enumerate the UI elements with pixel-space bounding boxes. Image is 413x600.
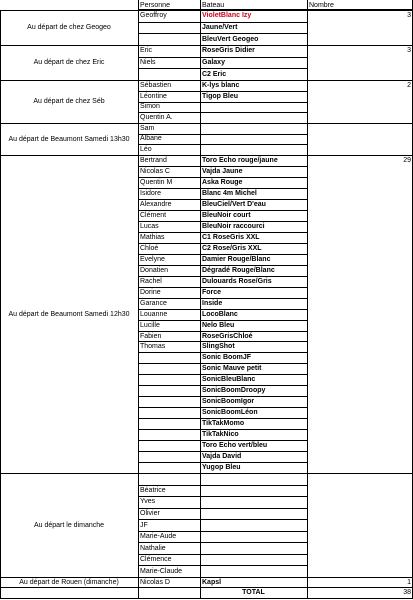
boat-cell: Dulouards Rose/Gris (202, 277, 272, 285)
person-cell: Clémence (140, 556, 172, 564)
group-top-border (0, 123, 413, 124)
person-cell: Geoffroy (140, 12, 167, 20)
person-cell: Nicolas D (140, 578, 170, 586)
person-cell: Sam (140, 124, 155, 132)
boat-cell: Force (202, 288, 222, 296)
person-cell: Simon (140, 103, 160, 111)
person-cell: Nathalie (140, 544, 166, 552)
header-boat: Bateau (202, 1, 225, 9)
boat-cell: BleuCiel/Vert D'eau (202, 200, 266, 208)
person-cell: Eric (140, 47, 153, 55)
boat-cell: TikTakNico (202, 431, 239, 439)
boat-cell: Inside (202, 299, 223, 307)
total-label: TOTAL (242, 589, 265, 596)
boat-cell: Tigop Bleu (202, 92, 239, 100)
boat-cell: SonicBoomDroopy (202, 387, 266, 395)
person-cell: Fabien (140, 332, 162, 340)
group-label: Au départ de chez Eric (33, 59, 105, 66)
person-cell: Yves (140, 498, 156, 506)
group-label: Au départ de Rouen (dimanche) (19, 578, 119, 586)
person-cell: Chloé (140, 244, 159, 252)
person-cell: Evelyne (140, 255, 165, 263)
person-cell: Albane (140, 135, 162, 143)
boat-cell: Yugop Bleu (202, 464, 241, 472)
group-label: Au départ le dimanche (33, 521, 105, 529)
person-cell: Bertrand (140, 156, 167, 164)
boat-cell: RoseGrisChloé (202, 332, 253, 340)
person-cell: Sébastien (140, 81, 172, 89)
person-cell: Dorine (140, 288, 161, 296)
boat-cell: C2 Eric (202, 70, 227, 78)
person-cell: JF (140, 521, 148, 529)
col-border-person (138, 0, 139, 598)
boat-cell: SonicBleuBlanc (202, 376, 256, 384)
person-cell: Olivier (140, 509, 160, 517)
person-cell: Quentin M (140, 178, 173, 186)
boat-cell: C2 Rose/Gris XXL (202, 244, 262, 252)
group-count: 3 (407, 47, 411, 55)
boat-cell: Dégradé Rouge/Blanc (202, 266, 275, 274)
boat-cell: TikTakMomo (202, 420, 245, 428)
boat-cell: C1 RoseGris XXL (202, 233, 260, 241)
person-cell: Marie-Aude (140, 533, 177, 541)
person-cell: Quentin A. (140, 114, 173, 122)
col-border-boat (200, 0, 201, 598)
boat-cell: SlingShot (202, 343, 235, 351)
person-cell: Léo (140, 146, 152, 154)
boat-cell: LocoBlanc (202, 310, 238, 318)
person-cell: Lucille (140, 321, 160, 329)
boat-cell: Sonic Mauve petit (202, 365, 262, 373)
total-bottom-border (0, 598, 413, 599)
person-cell: Isidore (140, 189, 162, 197)
col-border-left (0, 10, 1, 598)
boat-cell: Toro Echo rouge/jaune (202, 156, 278, 164)
total-value: 38 (403, 589, 411, 596)
boat-cell: Vajda Jaune (202, 167, 243, 175)
group-label: Au départ de Beaumont Samedi 13h30 (8, 135, 130, 143)
boat-cell: Jaune/Vert (202, 23, 238, 31)
person-cell: Béatrice (140, 486, 166, 494)
group-top-border (0, 473, 413, 474)
person-cell: Marie-Claude (140, 567, 183, 575)
boat-cell: Sonic BoomJF (202, 354, 252, 362)
boat-cell: SonicBoomLéon (202, 409, 258, 417)
boat-cell: SonicBoomIgor (202, 398, 255, 406)
boat-cell: RoseGris Didier (202, 47, 255, 55)
header-person: Personne (140, 1, 170, 9)
group-label: Au départ de Beaumont Samedi 12h30 (8, 310, 130, 318)
group-count: 1 (407, 578, 411, 586)
person-cell: Léontine (140, 92, 167, 100)
boat-cell: BleuNoir raccourci (202, 222, 265, 230)
boat-cell: Vajda David (202, 453, 242, 461)
person-cell: Alexandre (140, 200, 172, 208)
group-label: Au départ de chez Geogeo (27, 24, 111, 31)
boat-cell: Galaxy (202, 58, 225, 66)
person-cell: Lucas (140, 222, 159, 230)
group-label: Au départ de chez Séb (33, 98, 105, 105)
person-cell: Niels (140, 58, 156, 66)
group-count: 3 (407, 12, 411, 20)
person-cell: Nicolas C (140, 167, 170, 175)
boat-cell: Aska Rouge (202, 178, 243, 186)
boat-cell: Kapsl (202, 578, 222, 586)
person-cell: Thomas (140, 343, 166, 351)
boat-cell: Damier Rouge/Blanc (202, 255, 271, 263)
person-cell: Mathias (140, 233, 165, 241)
person-cell: Garance (140, 299, 167, 307)
col-border-count (307, 0, 308, 598)
boat-cell: VioletBlanc Izy (202, 12, 252, 20)
header-count: Nombre (309, 1, 334, 9)
person-cell: Louanne (140, 310, 168, 318)
group-count: 29 (403, 156, 411, 164)
group-count: 2 (407, 81, 411, 89)
boat-cell: Toro Echo vert/bleu (202, 442, 268, 450)
boat-cell: BleuVert Geogeo (202, 35, 259, 43)
person-cell: Clément (140, 211, 167, 219)
person-cell: Donatien (140, 266, 169, 274)
boat-cell: Blanc 4m Michel (202, 189, 257, 197)
boat-cell: K-lys blanc (202, 81, 240, 89)
boat-cell: BleuNoir court (202, 211, 251, 219)
boat-cell: Nelo Bleu (202, 321, 235, 329)
person-cell: Rachel (140, 277, 162, 285)
